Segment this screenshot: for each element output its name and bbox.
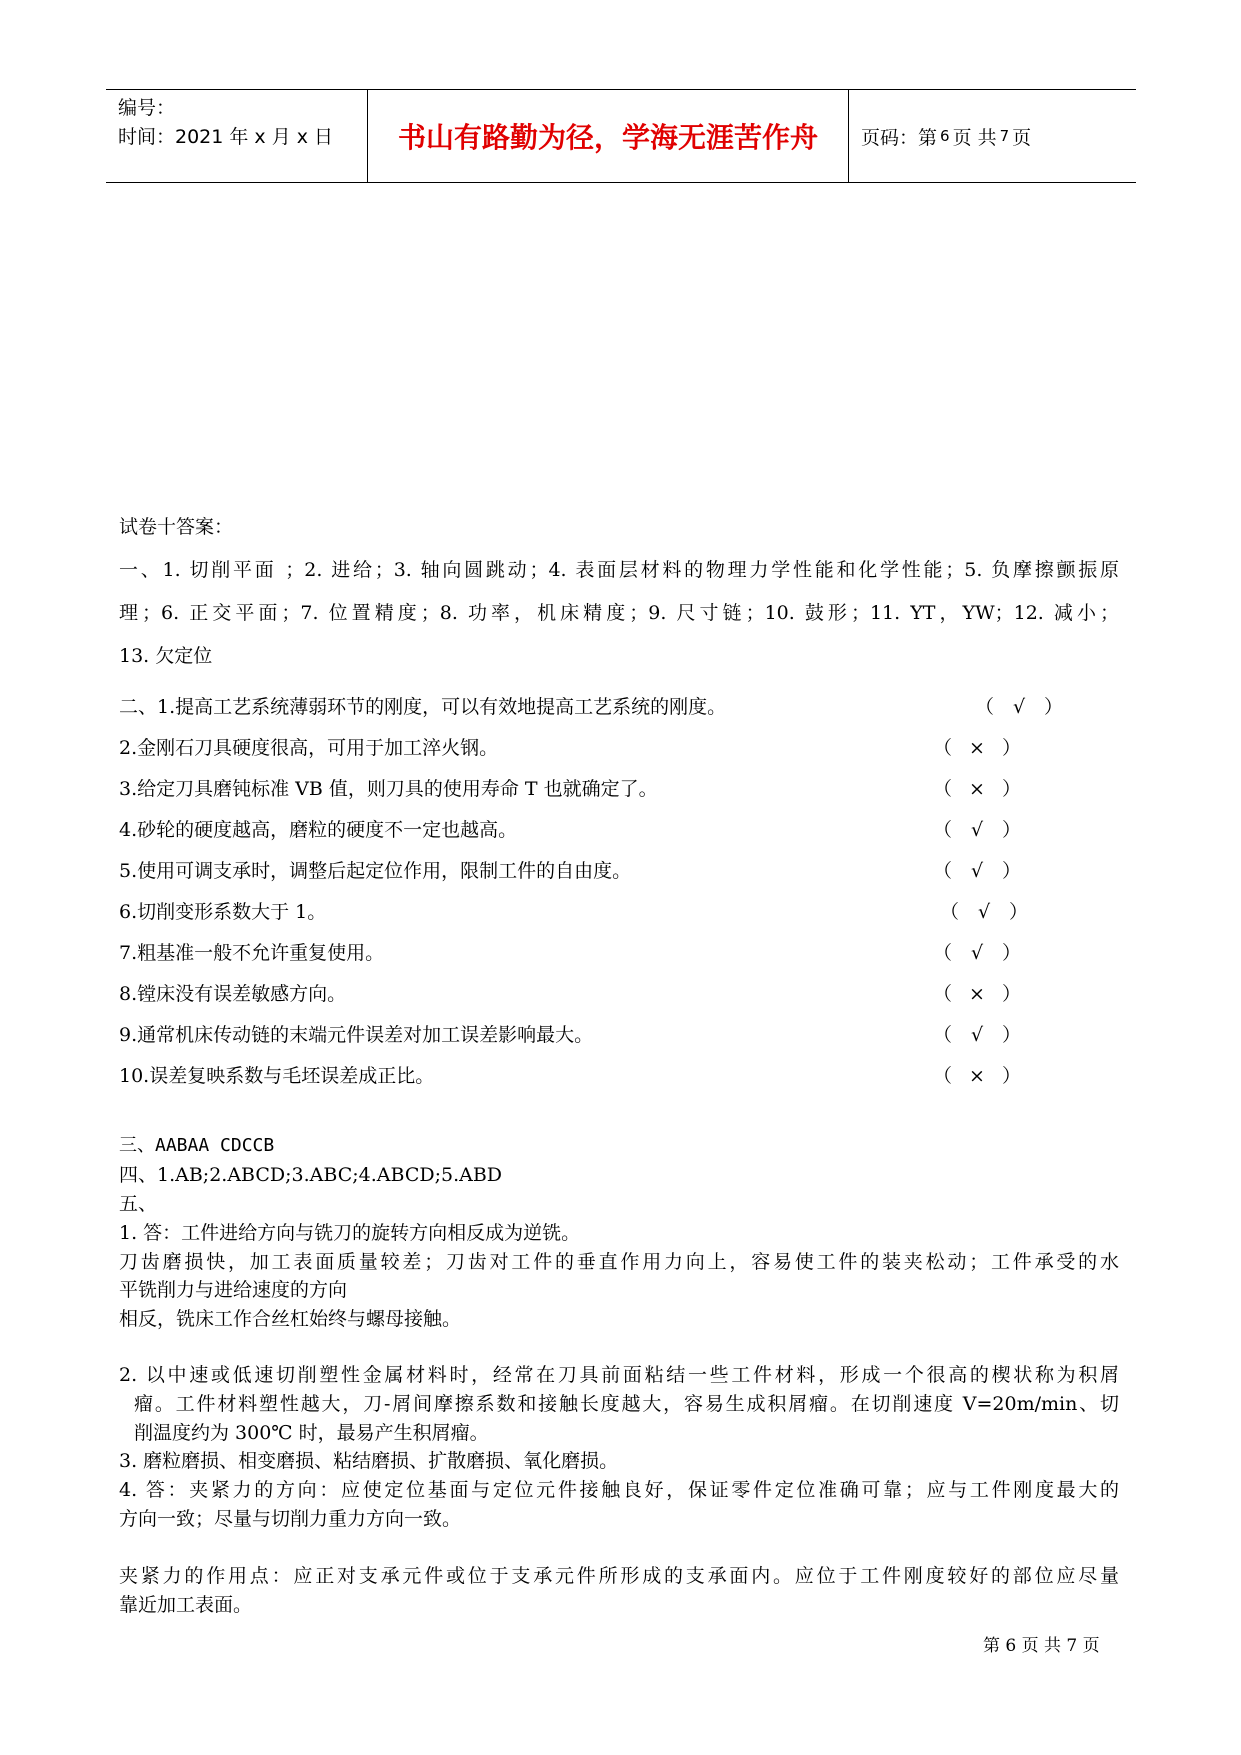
tf-item-4: 4.砂轮的硬度越高，磨粒的硬度不一定也越高。: [119, 819, 518, 841]
tf-mark-7: （ √ ）: [933, 942, 1022, 964]
header-page-cell: [861, 90, 1031, 182]
header-left-cell: [118, 94, 358, 152]
number-label: 编号：: [118, 97, 176, 119]
page-mid: 页 共: [952, 126, 997, 149]
tf-item-2: 2.金刚石刀具硬度很高，可用于加工淬火钢。: [119, 737, 499, 759]
tf-mark-10: （ × ）: [933, 1065, 1022, 1087]
page-number: 6: [940, 127, 950, 145]
section5-heading: 五、: [119, 1193, 158, 1215]
section1-line1: 一、1. 切削平面 ；2. 进给；3. 轴向圆跳动；4. 表面层材料的物理力学性能和化学性能；5. 负摩擦颤振原: [119, 559, 1119, 581]
q1-line1: 1. 答：工件进给方向与铣刀的旋转方向相反成为逆铣。: [119, 1222, 581, 1244]
q1-line3: 平铣削力与进给速度的方向: [119, 1279, 348, 1301]
tf-item-3: 3.给定刀具磨钝标准 VB 值，则刀具的使用寿命 T 也就确定了。: [119, 778, 658, 800]
q4-line2: 方向一致；尽量与切削力重力方向一致。: [119, 1508, 462, 1530]
q3-answer: 3. 磨粒磨损、相变磨损、粘结磨损、扩散磨损、氧化磨损。: [119, 1450, 619, 1472]
page-header: [106, 89, 1136, 183]
tf-item-10: 10.误差复映系数与毛坯误差成正比。: [119, 1065, 435, 1087]
tf-mark-3: （ × ）: [933, 778, 1022, 800]
motto: 书山有路勤为径，学海无涯苦作舟: [397, 121, 818, 154]
tf-mark-5: （ √ ）: [933, 860, 1022, 882]
q4-line3: 夹紧力的作用点：应正对支承元件或位于支承元件所形成的支承面内。应位于工件刚度较好的部位应尽量: [119, 1565, 1119, 1587]
tf-mark-6: （ √ ）: [940, 901, 1029, 923]
time-label: 时间：2021 年 x 月 x 日: [118, 126, 334, 148]
tf-item-1: 二、1.提高工艺系统薄弱环节的刚度，可以有效地提高工艺系统的刚度。: [119, 696, 727, 718]
section4-answers: 四、1.AB;2.ABCD;3.ABC;4.ABCD;5.ABD: [119, 1164, 503, 1186]
section1-line2: 理；6. 正交平面；7. 位置精度；8. 功率，机床精度；9. 尺寸链；10. 鼓形；11. YT，YW；12. 减小；: [119, 602, 1119, 624]
page-prefix: 页码：第: [861, 126, 938, 149]
page-total: 7: [999, 127, 1010, 145]
section1-line3: 13. 欠定位: [119, 645, 213, 667]
tf-mark-1: （ √ ）: [975, 696, 1064, 718]
tf-item-8: 8.镗床没有误差敏感方向。: [119, 983, 347, 1005]
page-footer: 第 6 页 共 7 页: [983, 1636, 1100, 1656]
header-motto-cell: [367, 90, 849, 182]
tf-mark-2: （ × ）: [933, 737, 1022, 759]
tf-item-6: 6.切削变形系数大于 1。: [119, 901, 327, 923]
tf-mark-4: （ √ ）: [933, 819, 1022, 841]
q2-line1: 2. 以中速或低速切削塑性金属材料时，经常在刀具前面粘结一些工件材料，形成一个很高的楔状称为积屑: [119, 1364, 1119, 1386]
tf-mark-9: （ √ ）: [933, 1024, 1022, 1046]
page-suffix: 页: [1012, 126, 1032, 149]
tf-mark-8: （ × ）: [933, 983, 1022, 1005]
q4-line1: 4. 答：夹紧力的方向：应使定位基面与定位元件接触良好，保证零件定位准确可靠；应与工件刚度最大的: [119, 1479, 1119, 1501]
section3-answers: 三、AABAA CDCCB: [119, 1135, 275, 1156]
q2-line2: 瘤。工件材料塑性越大，刀-屑间摩擦系数和接触长度越大，容易生成积屑瘤。在切削速度 V=20m/min、切: [134, 1393, 1119, 1415]
tf-item-5: 5.使用可调支承时，调整后起定位作用，限制工件的自由度。: [119, 860, 632, 882]
q1-line2: 刀齿磨损快，加工表面质量较差；刀齿对工件的垂直作用力向上，容易使工件的装夹松动；工件承受的水: [119, 1251, 1119, 1273]
q1-line4: 相反，铣床工作合丝杠始终与螺母接触。: [119, 1308, 462, 1330]
tf-item-7: 7.粗基准一般不允许重复使用。: [119, 942, 385, 964]
q4-line4: 靠近加工表面。: [119, 1594, 253, 1616]
tf-item-9: 9.通常机床传动链的末端元件误差对加工误差影响最大。: [119, 1024, 594, 1046]
q2-line3: 削温度约为 300℃ 时，最易产生积屑瘤。: [134, 1422, 489, 1444]
answer-title: 试卷十答案：: [119, 516, 234, 538]
